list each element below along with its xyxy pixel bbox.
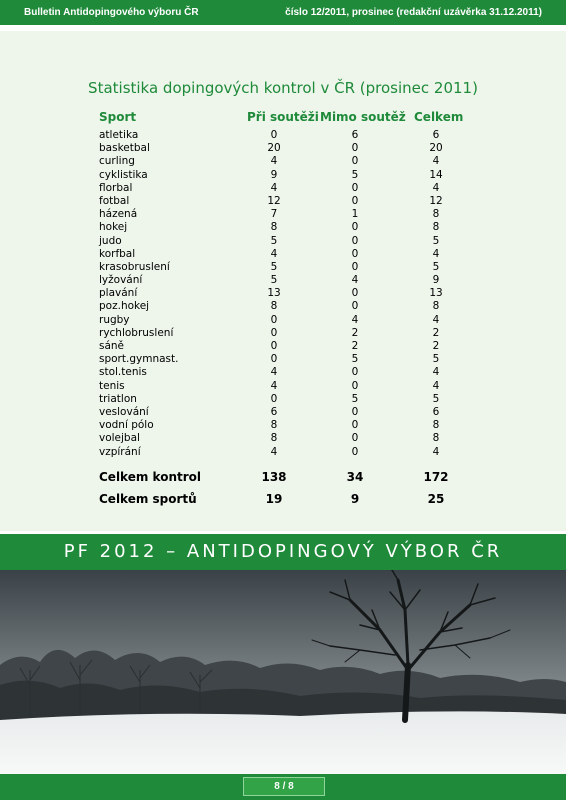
total-value: 4 (432, 313, 440, 326)
sport-name: stol.tenis (99, 366, 147, 379)
out-of-competition-value: 0 (351, 181, 359, 194)
table-row (0, 353, 566, 366)
out-of-competition-value: 0 (351, 142, 359, 155)
total-value: 8 (432, 300, 440, 313)
total-value: 20 (429, 142, 443, 155)
table-row (0, 248, 566, 261)
out-of-competition-value: 5 (351, 168, 359, 181)
total-value: 8 (432, 432, 440, 445)
table-row (0, 340, 566, 353)
in-competition-value: 7 (270, 208, 278, 221)
sport-name: rychlobruslení (99, 326, 174, 339)
in-competition-value: 0 (270, 129, 278, 141)
out-of-competition-value: 0 (351, 221, 359, 234)
out-of-competition-value: 0 (351, 432, 359, 445)
sport-name: basketbal (99, 142, 150, 155)
in-competition-value: 4 (270, 445, 278, 458)
total-value: 4 (432, 379, 440, 392)
total-out-of-competition: 9 (350, 492, 360, 506)
total-value: 2 (432, 340, 440, 352)
in-competition-value: 4 (270, 379, 278, 392)
in-competition-value: 5 (270, 234, 278, 247)
total-sum: 25 (427, 492, 445, 506)
in-competition-value: 20 (267, 142, 281, 155)
table-row (0, 195, 566, 208)
sport-name: rugby (99, 313, 130, 326)
sport-name: házená (99, 208, 138, 221)
sport-name: sport.gymnast. (99, 353, 179, 366)
table-row (0, 406, 566, 419)
column-header-in-competition: Při soutěži (247, 110, 319, 124)
total-sum: 172 (423, 470, 449, 484)
winter-landscape-illustration (0, 570, 566, 774)
table-row (0, 314, 566, 327)
page-title: Statistika dopingových kontrol v ČR (prosinec 2011) (88, 79, 478, 97)
total-value: 2 (432, 326, 440, 339)
out-of-competition-value: 4 (351, 274, 359, 287)
total-value: 8 (432, 419, 440, 432)
table-row (0, 380, 566, 393)
total-out-of-competition: 34 (346, 470, 364, 484)
total-value: 12 (429, 194, 443, 207)
sport-name: volejbal (99, 432, 140, 445)
table-row (0, 182, 566, 195)
in-competition-value: 12 (267, 194, 281, 207)
total-value: 8 (432, 208, 440, 221)
total-value: 4 (432, 181, 440, 194)
in-competition-value: 5 (270, 260, 278, 273)
out-of-competition-value: 0 (351, 419, 359, 432)
sport-name: florbal (99, 181, 133, 194)
total-value: 4 (432, 366, 440, 379)
in-competition-value: 0 (270, 392, 278, 405)
sport-name: poz.hokej (99, 300, 150, 313)
in-competition-value: 4 (270, 247, 278, 260)
column-header-sport: Sport (99, 110, 137, 124)
in-competition-value: 4 (270, 155, 278, 168)
table-row (0, 300, 566, 313)
sport-name: tenis (99, 379, 125, 392)
table-row (0, 274, 566, 287)
total-value: 4 (432, 247, 440, 260)
sport-name: veslování (99, 405, 149, 418)
out-of-competition-value: 1 (351, 208, 359, 221)
out-of-competition-value: 0 (351, 287, 359, 300)
total-value: 5 (432, 260, 440, 273)
sport-name: korfbal (99, 247, 136, 260)
total-in-competition: 138 (261, 470, 287, 484)
in-competition-value: 0 (270, 326, 278, 339)
sport-name: judo (99, 234, 122, 247)
in-competition-value: 8 (270, 221, 278, 234)
out-of-competition-value: 0 (351, 300, 359, 313)
table-row (0, 446, 566, 459)
in-competition-value: 5 (270, 274, 278, 287)
sport-name: plavání (99, 287, 138, 300)
total-value: 6 (432, 405, 440, 418)
total-value: 14 (429, 168, 443, 181)
table-row (0, 235, 566, 248)
out-of-competition-value: 6 (351, 129, 359, 141)
out-of-competition-value: 0 (351, 234, 359, 247)
table-row (0, 221, 566, 234)
sport-name: sáně (99, 340, 125, 352)
sport-name: hokej (99, 221, 128, 234)
out-of-competition-value: 0 (351, 405, 359, 418)
total-label: Celkem kontrol (99, 470, 201, 484)
out-of-competition-value: 0 (351, 155, 359, 168)
total-value: 5 (432, 353, 440, 366)
sport-name: curling (99, 155, 135, 168)
out-of-competition-value: 0 (351, 366, 359, 379)
sport-name: cyklistika (99, 168, 148, 181)
total-value: 5 (432, 392, 440, 405)
total-value: 6 (432, 129, 440, 141)
table-row (0, 327, 566, 340)
in-competition-value: 8 (270, 300, 278, 313)
out-of-competition-value: 0 (351, 260, 359, 273)
out-of-competition-value: 5 (351, 392, 359, 405)
total-value: 5 (432, 234, 440, 247)
in-competition-value: 4 (270, 366, 278, 379)
column-header-total: Celkem (414, 110, 464, 124)
in-competition-value: 0 (270, 353, 278, 366)
in-competition-value: 6 (270, 405, 278, 418)
sport-name: fotbal (99, 194, 130, 207)
total-value: 13 (429, 287, 443, 300)
out-of-competition-value: 5 (351, 353, 359, 366)
out-of-competition-value: 4 (351, 313, 359, 326)
out-of-competition-value: 0 (351, 194, 359, 207)
pf-banner: PF 2012 – ANTIDOPINGOVÝ VÝBOR ČR (0, 534, 566, 570)
in-competition-value: 9 (270, 168, 278, 181)
table-row (0, 142, 566, 155)
total-value: 4 (432, 155, 440, 168)
table-row (0, 129, 566, 142)
total-value: 9 (432, 274, 440, 287)
table-row (0, 287, 566, 300)
table-body (0, 129, 566, 459)
table-row (0, 393, 566, 406)
out-of-competition-value: 0 (351, 445, 359, 458)
table-row (0, 419, 566, 432)
bulletin-name: Bulletin Antidopingového výboru ČR (24, 7, 199, 18)
total-in-competition: 19 (265, 492, 283, 506)
total-label: Celkem sportů (99, 492, 197, 506)
issue-info: číslo 12/2011, prosinec (redakční uzávěrka 31.12.2011) (285, 7, 542, 18)
in-competition-value: 8 (270, 419, 278, 432)
table-row (0, 366, 566, 379)
column-header-out-of-competition: Mimo soutěž (320, 110, 406, 124)
top-header-bar (0, 0, 566, 25)
in-competition-value: 8 (270, 432, 278, 445)
in-competition-value: 4 (270, 181, 278, 194)
total-value: 8 (432, 221, 440, 234)
sport-name: vodní pólo (99, 419, 154, 432)
total-value: 4 (432, 445, 440, 458)
sport-name: krasobruslení (99, 260, 170, 273)
in-competition-value: 13 (267, 287, 281, 300)
sport-name: atletika (99, 129, 139, 141)
sport-name: triatlon (99, 392, 137, 405)
table-row (0, 169, 566, 182)
in-competition-value: 0 (270, 313, 278, 326)
table-row (0, 155, 566, 168)
in-competition-value: 0 (270, 340, 278, 352)
table-row (0, 432, 566, 445)
out-of-competition-value: 2 (351, 326, 359, 339)
out-of-competition-value: 2 (351, 340, 359, 352)
sport-name: vzpírání (99, 445, 141, 458)
table-row (0, 261, 566, 274)
sport-name: lyžování (99, 274, 143, 287)
table-row (0, 208, 566, 221)
winter-landscape-photo (0, 570, 566, 774)
out-of-competition-value: 0 (351, 379, 359, 392)
page-number: 8 / 8 (243, 777, 325, 796)
out-of-competition-value: 0 (351, 247, 359, 260)
